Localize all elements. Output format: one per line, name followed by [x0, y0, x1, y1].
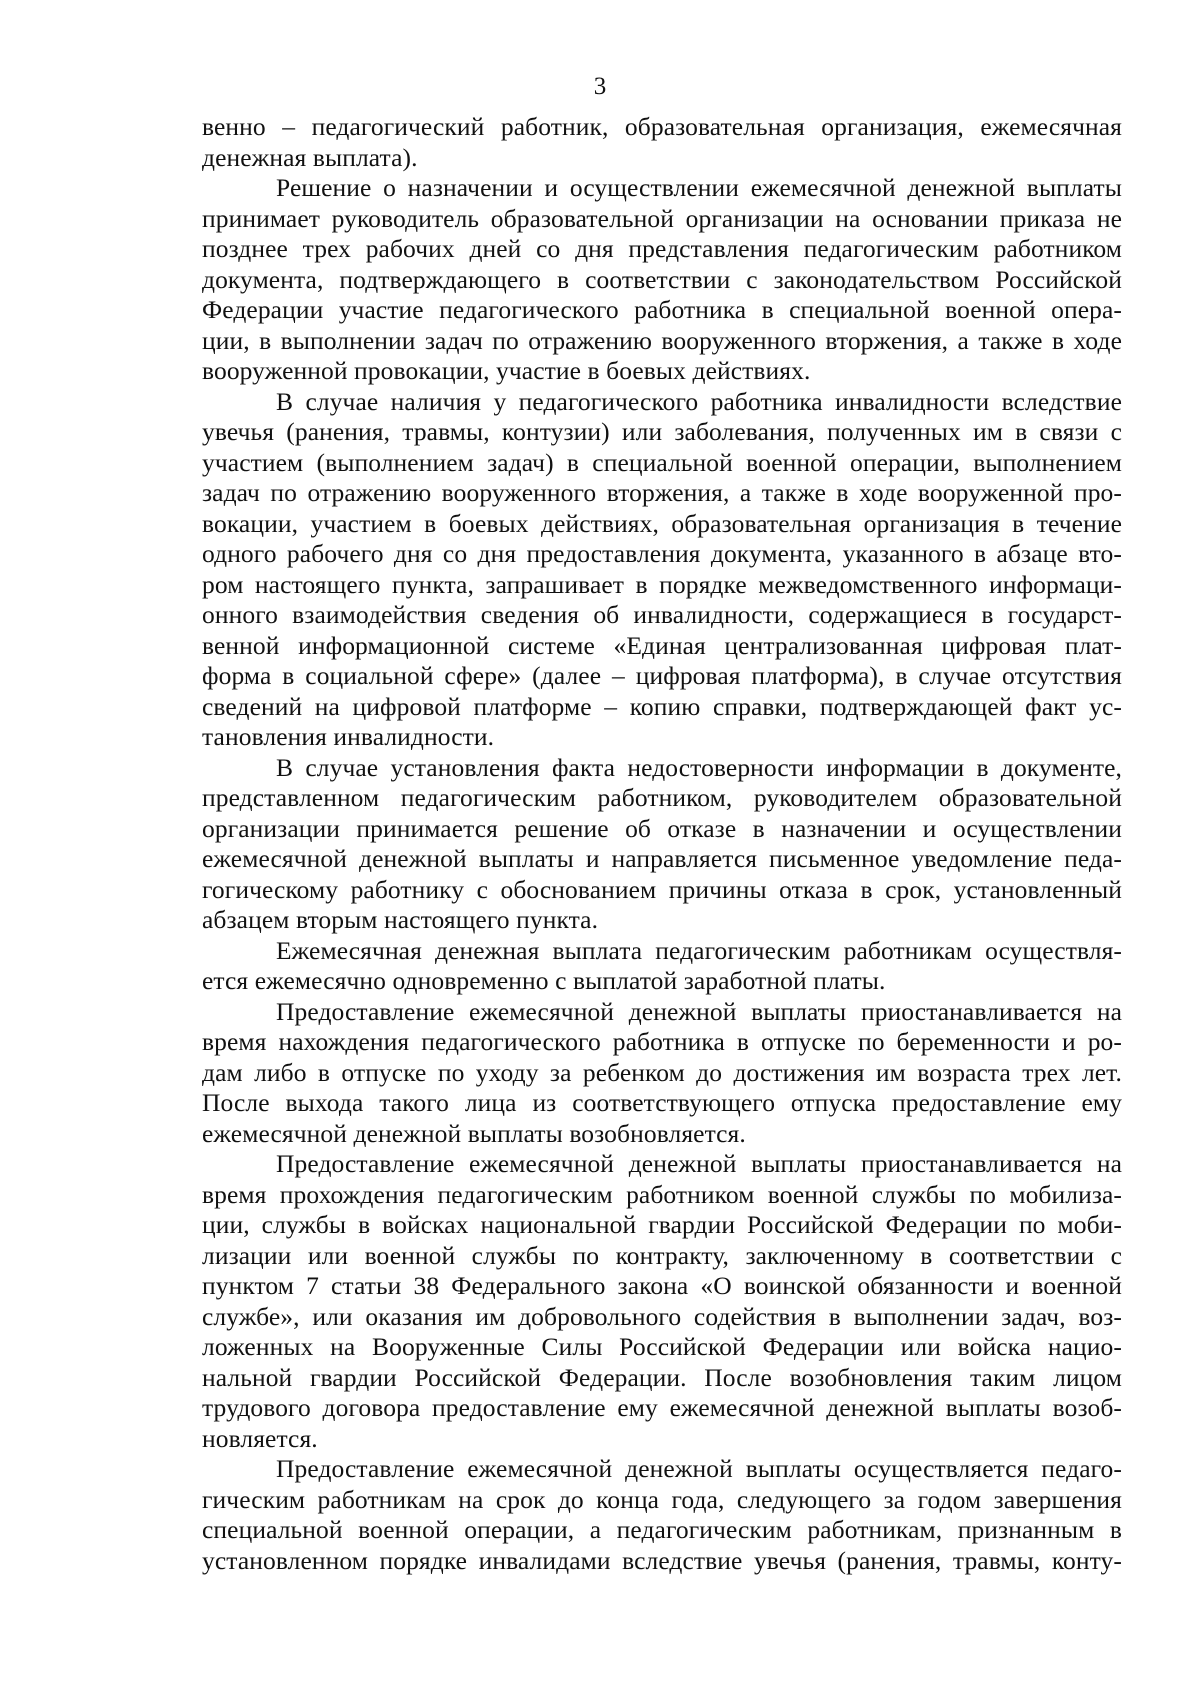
text-line: позднее трех рабочих дней со дня представления педагогическим работником	[202, 234, 1122, 263]
text-line: ции, службы в войсках национальной гвардии Российской Федерации по моби-	[202, 1210, 1122, 1239]
text-line: онного взаимодействия сведения об инвалидности, содержащиеся в государст-	[202, 600, 1122, 629]
text-line: новляется.	[202, 1423, 318, 1453]
text-line: нальной гвардии Российской Федерации. После возобновления таким лицом	[202, 1362, 1122, 1392]
text-line: установленном порядке инвалидами вследствие увечья (ранения, травмы, конту-	[202, 1545, 1122, 1575]
text-line: ром настоящего пункта, запрашивает в порядке межведомственного информаци-	[202, 569, 1122, 599]
text-line: Предоставление ежемесячной денежной выплаты приостанавливается на	[276, 996, 1122, 1026]
text-line: представленном педагогическим работником, руководителем образовательной	[202, 783, 1122, 812]
text-line: участием (выполнением задач) в специальной военной операции, выполнением	[202, 447, 1122, 477]
text-line: После выхода такого лица из соответствующего отпуска предоставление ему	[202, 1088, 1122, 1117]
text-line: пунктом 7 статьи 38 Федерального закона «О воинской обязанности и военной	[202, 1271, 1122, 1300]
text-line: тановления инвалидности.	[202, 722, 495, 751]
text-line: ции, в выполнении задач по отражению вооруженного вторжения, а также в ходе	[202, 325, 1122, 355]
text-line: документа, подтверждающего в соответствии с законодательством Российской	[202, 264, 1122, 294]
text-line: лизации или военной службы по контракту, заключенному в соответствии с	[202, 1240, 1122, 1270]
text-line: принимает руководитель образовательной организации на основании приказа не	[202, 203, 1122, 233]
text-line: гогическому работнику с обоснованием причины отказа в срок, установленный	[202, 874, 1122, 904]
text-line: увечья (ранения, травмы, контузии) или заболевания, полученных им в связи с	[202, 417, 1122, 446]
text-line: Федерации участие педагогического работника в специальной военной опера-	[202, 295, 1122, 324]
text-line: время нахождения педагогического работника в отпуске по беременности и ро-	[202, 1027, 1122, 1056]
text-line: ложенных на Вооруженные Силы Российской Федерации или войска нацио-	[202, 1332, 1122, 1361]
text-line: вокации, участием в боевых действиях, образовательная организация в течение	[202, 508, 1122, 538]
text-line: службе», или оказания им добровольного содействия в выполнении задач, воз-	[202, 1301, 1122, 1331]
text-line: В случае наличия у педагогического работника инвалидности вследствие	[276, 386, 1122, 416]
text-line: венно – педагогический работник, образовательная организация, ежемесячная	[202, 112, 1122, 141]
text-line: дам либо в отпуске по уходу за ребенком до достижения им возраста трех лет.	[202, 1057, 1122, 1087]
text-line: трудового договора предоставление ему ежемесячной денежной выплаты возоб-	[202, 1393, 1122, 1422]
text-line: денежная выплата).	[202, 142, 418, 172]
text-line: В случае установления факта недостоверности информации в документе,	[276, 752, 1122, 782]
text-line: время прохождения педагогическим работником военной службы по мобилиза-	[202, 1179, 1122, 1209]
text-line: Решение о назначении и осуществлении ежемесячной денежной выплаты	[276, 173, 1122, 202]
text-line: вооруженной провокации, участие в боевых действиях.	[202, 356, 811, 385]
text-line: одного рабочего дня со дня предоставления документа, указанного в абзаце вто-	[202, 539, 1122, 568]
text-line: сведений на цифровой платформе – копию справки, подтверждающей факт ус-	[202, 691, 1122, 721]
text-line: задач по отражению вооруженного вторжения, а также в ходе вооруженной про-	[202, 478, 1122, 507]
text-line: венной информационной системе «Единая централизованная цифровая плат-	[202, 630, 1122, 660]
text-line: организации принимается решение об отказе в назначении и осуществлении	[202, 813, 1122, 843]
text-line: Ежемесячная денежная выплата педагогическим работникам осуществля-	[276, 935, 1122, 965]
text-line: Предоставление ежемесячной денежной выплаты приостанавливается на	[276, 1149, 1122, 1178]
text-line: специальной военной операции, а педагогическим работникам, признанным в	[202, 1515, 1122, 1544]
text-line: Предоставление ежемесячной денежной выплаты осуществляется педаго-	[276, 1454, 1122, 1483]
text-line: ежемесячной денежной выплаты и направляется письменное уведомление педа-	[202, 844, 1122, 873]
text-line: форма в социальной сфере» (далее – цифровая платформа), в случае отсутствия	[202, 661, 1122, 690]
text-line: абзацем вторым настоящего пункта.	[202, 905, 599, 934]
text-line: ется ежемесячно одновременно с выплатой заработной платы.	[202, 966, 886, 995]
text-line: гическим работникам на срок до конца года, следующего за годом завершения	[202, 1484, 1122, 1514]
document-body	[202, 112, 1122, 1576]
page-number: 3	[593, 73, 607, 100]
text-line: ежемесячной денежной выплаты возобновляется.	[202, 1118, 746, 1148]
